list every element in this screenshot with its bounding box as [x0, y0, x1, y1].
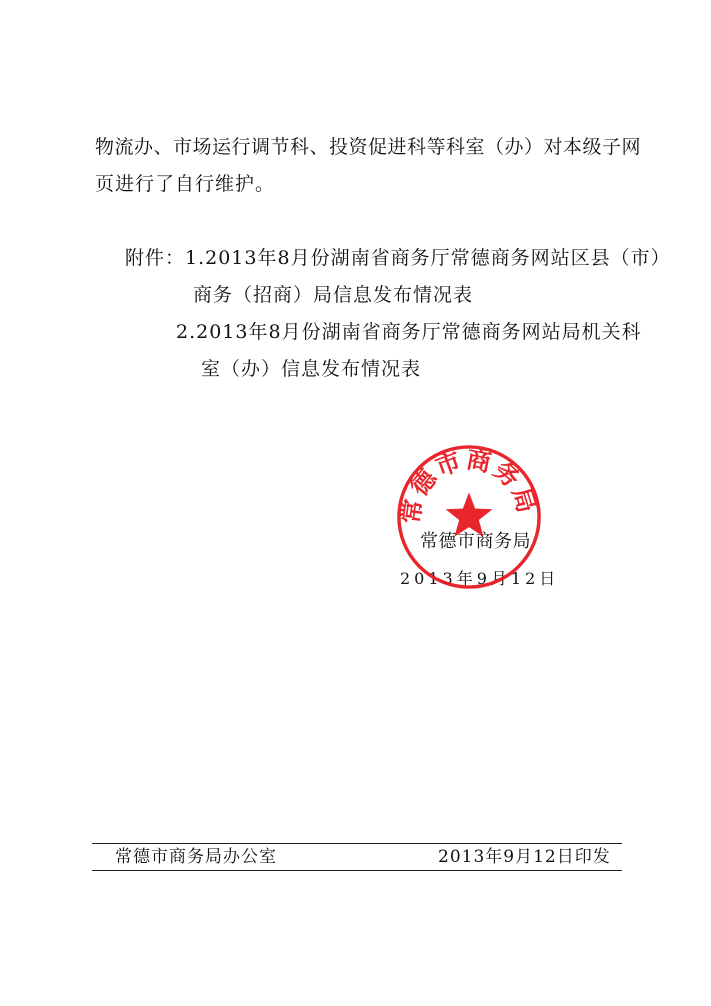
- seal-star-icon: [446, 492, 493, 536]
- svg-text:常德市商务局: 常德市商务局: [395, 444, 543, 526]
- attachment-line-3: 2.2013年8月份湖南省商务厅常德商务网站局机关科: [176, 321, 642, 343]
- signature-date: 2013年9月12日: [400, 569, 560, 588]
- official-seal-stamp: [395, 443, 543, 591]
- body-paragraph-line-1: 物流办、市场运行调节科、投资促进科等科室（办）对本级子网: [95, 136, 642, 158]
- footer-print-date: 2013年9月12日印发: [438, 847, 611, 867]
- attachment-line-1: 附件：1.2013年8月份湖南省商务厅常德商务网站区县（市）: [125, 247, 671, 269]
- footer-bottom-rule: [92, 870, 622, 871]
- footer-top-rule: [92, 843, 622, 844]
- signature-organization: 常德市商务局: [420, 531, 531, 552]
- attachment-line-4: 室（办）信息发布情况表: [201, 358, 422, 380]
- footer-issuer: 常德市商务局办公室: [115, 847, 277, 867]
- attachment-line-2: 商务（招商）局信息发布情况表: [193, 284, 474, 306]
- body-paragraph-line-2: 页进行了自行维护。: [95, 173, 276, 195]
